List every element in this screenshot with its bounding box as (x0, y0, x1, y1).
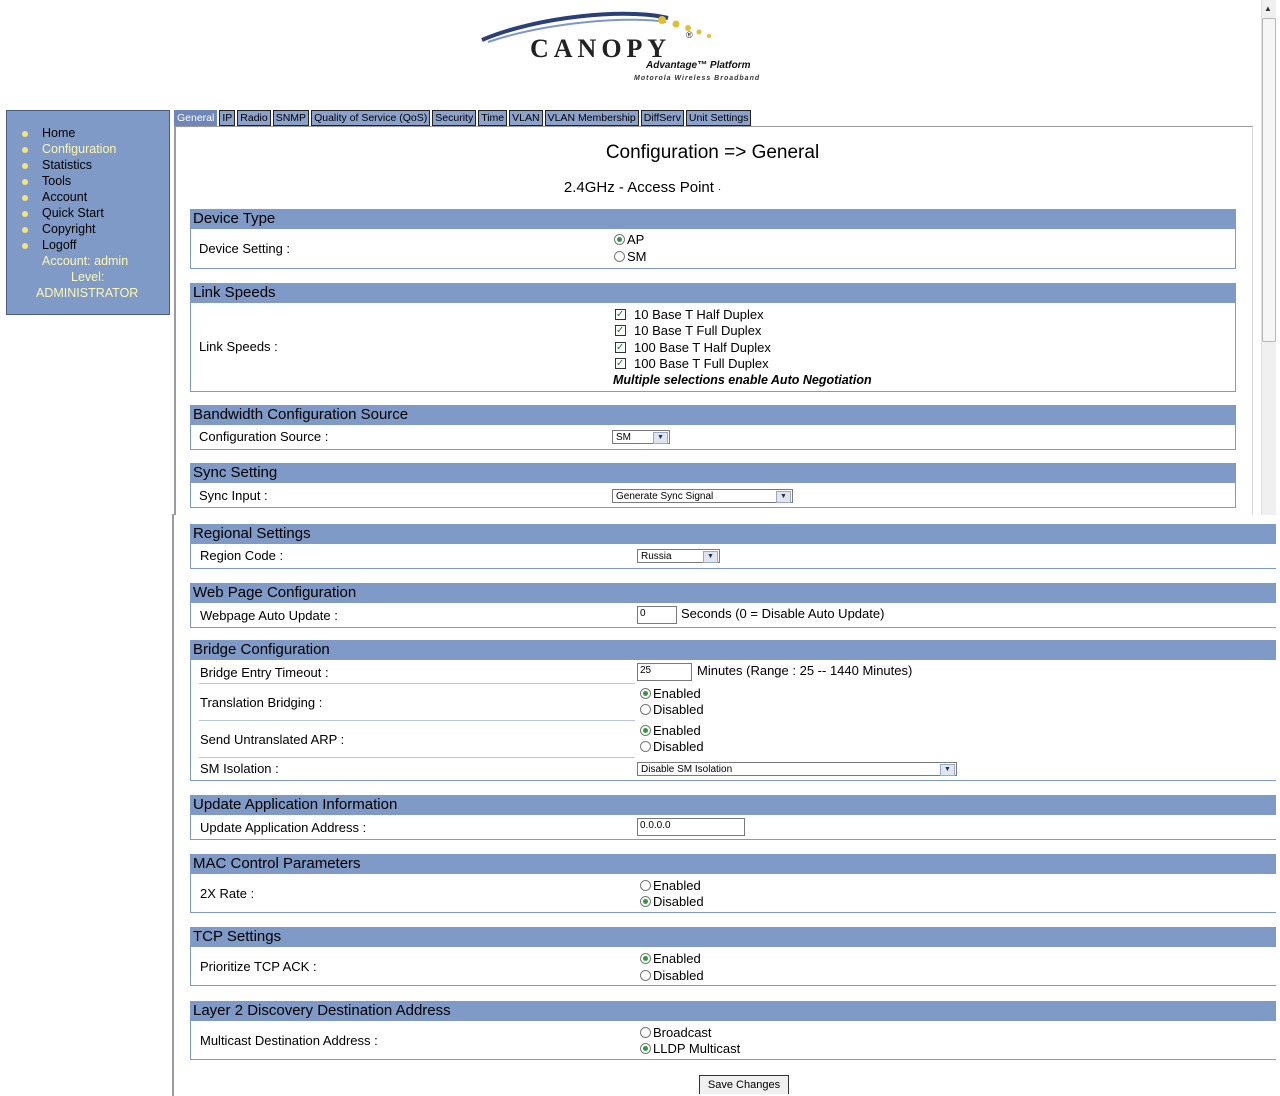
section-bridge (190, 640, 1276, 781)
chevron-down-icon: ▼ (776, 491, 791, 503)
broadcast-radio[interactable]: Broadcast (640, 1025, 712, 1041)
sm-isolation-label: SM Isolation : (200, 761, 279, 776)
tab-general[interactable]: General (174, 110, 217, 126)
scroll-up-icon[interactable]: ▲ (1264, 4, 1272, 13)
nav-item-account[interactable]: Account (7, 189, 169, 205)
tab-diffserv[interactable]: DiffServ (641, 110, 684, 126)
nav-item-tools[interactable]: Tools (7, 173, 169, 189)
radio-icon (640, 1043, 651, 1054)
link-10-full-checkbox[interactable]: ✓10 Base T Full Duplex (615, 323, 761, 339)
section-layer2-discovery (190, 1001, 1276, 1060)
radio-icon (640, 1027, 651, 1038)
logo-wordmark: CANOPY (530, 34, 672, 63)
logo-tagline: Motorola Wireless Broadband (634, 75, 761, 82)
configuration-source-label: Configuration Source : (199, 429, 329, 444)
auto-negotiation-note: Multiple selections enable Auto Negotiation (613, 373, 872, 387)
row-divider (199, 757, 635, 758)
chevron-down-icon: ▼ (940, 764, 955, 776)
section-heading: Web Page Configuration (190, 583, 1276, 603)
section-link-speeds (190, 283, 1236, 392)
region-code-select[interactable]: Russia ▼ (637, 549, 720, 563)
page-subtitle: 2.4GHz - Access Point · (563, 179, 722, 196)
lldp-multicast-radio[interactable]: LLDP Multicast (640, 1041, 740, 1057)
radio-icon (640, 725, 651, 736)
tab-vlan[interactable]: VLAN (509, 110, 542, 126)
vertical-scrollbar[interactable] (1257, 0, 1277, 1096)
radio-icon (640, 953, 651, 964)
bullet-icon (22, 195, 28, 201)
radio-icon (614, 251, 625, 262)
tab-snmp[interactable]: SNMP (273, 110, 309, 126)
bullet-icon (22, 227, 28, 233)
section-device-type (190, 209, 1236, 269)
nav-item-statistics[interactable]: Statistics (7, 157, 169, 173)
scrollbar-thumb[interactable] (1262, 18, 1276, 342)
multicast-destination-label: Multicast Destination Address : (200, 1033, 378, 1048)
chevron-down-icon: ▼ (703, 551, 718, 563)
radio-icon (640, 704, 651, 715)
tcp-ack-disabled-radio[interactable]: Disabled (640, 968, 704, 984)
nav-item-configuration[interactable]: Configuration (7, 141, 169, 157)
section-heading: Regional Settings (190, 524, 1276, 544)
row-divider (199, 720, 635, 721)
bridge-entry-timeout-input[interactable]: 25 (637, 663, 692, 681)
translation-bridging-label: Translation Bridging : (200, 695, 323, 710)
section-heading: MAC Control Parameters (190, 854, 1276, 874)
canopy-logo (478, 8, 768, 90)
tab-vlan-membership[interactable]: VLAN Membership (545, 110, 639, 126)
checkbox-icon (615, 309, 626, 320)
link-speeds-label: Link Speeds : (199, 339, 278, 354)
sync-input-select[interactable]: Generate Sync Signal ▼ (612, 489, 793, 503)
section-bandwidth (190, 405, 1236, 450)
device-ap-radio[interactable]: AP (614, 232, 644, 248)
nav-item-logoff[interactable]: Logoff (7, 237, 169, 253)
section-heading: Bridge Configuration (190, 640, 1276, 660)
radio-icon (640, 741, 651, 752)
tab-qos[interactable]: Quality of Service (QoS) (311, 110, 430, 126)
save-changes-button[interactable]: Save Changes (699, 1075, 789, 1094)
logo-platform-text: Advantage™ Platform (646, 60, 751, 71)
translation-disabled-radio[interactable]: Disabled (640, 702, 704, 718)
link-10-half-checkbox[interactable]: ✓10 Base T Half Duplex (615, 307, 764, 323)
tab-ip[interactable]: IP (219, 110, 235, 126)
radio-icon (640, 970, 651, 981)
config-tabs (174, 110, 751, 126)
row-divider (199, 683, 635, 684)
logo-registered-mark: ® (686, 30, 693, 40)
section-heading: Bandwidth Configuration Source (190, 405, 1236, 425)
section-mac-control (190, 854, 1276, 913)
device-sm-radio[interactable]: SM (614, 249, 647, 265)
update-application-address-input[interactable]: 0.0.0.0 (637, 818, 745, 836)
bullet-icon (22, 211, 28, 217)
2x-rate-label: 2X Rate : (200, 886, 255, 901)
tab-time[interactable]: Time (478, 110, 507, 126)
section-heading: Device Type (190, 209, 1236, 229)
left-navigation (6, 110, 170, 315)
webpage-auto-update-suffix: Seconds (0 = Disable Auto Update) (681, 606, 885, 621)
section-sync (190, 463, 1236, 508)
translation-enabled-radio[interactable]: Enabled (640, 686, 701, 702)
2x-rate-disabled-radio[interactable]: Disabled (640, 894, 704, 910)
chevron-down-icon: ▼ (653, 432, 668, 444)
section-tcp (190, 927, 1276, 986)
section-regional (190, 524, 1276, 569)
section-heading: TCP Settings (190, 927, 1276, 947)
bullet-icon (22, 163, 28, 169)
nav-item-copyright[interactable]: Copyright (7, 221, 169, 237)
sync-input-label: Sync Input : (199, 488, 268, 503)
radio-icon (614, 234, 625, 245)
bullet-icon (22, 179, 28, 185)
2x-rate-enabled-radio[interactable]: Enabled (640, 878, 701, 894)
nav-list (7, 111, 169, 253)
radio-icon (640, 880, 651, 891)
section-heading: Update Application Information (190, 795, 1276, 815)
checkbox-icon (615, 358, 626, 369)
device-setting-label: Device Setting : (199, 241, 291, 256)
section-update-application (190, 795, 1276, 840)
checkbox-icon (615, 325, 626, 336)
checkbox-icon (615, 342, 626, 353)
account-info: Account: admin (42, 254, 129, 268)
tab-security[interactable]: Security (432, 110, 476, 126)
bridge-entry-timeout-suffix: Minutes (Range : 25 -- 1440 Minutes) (697, 663, 913, 678)
nav-item-quick-start[interactable]: Quick Start (7, 205, 169, 221)
tab-radio[interactable]: Radio (237, 110, 270, 126)
update-application-address-label: Update Application Address : (200, 820, 367, 835)
section-heading: Sync Setting (190, 463, 1236, 483)
tcp-ack-enabled-radio[interactable]: Enabled (640, 951, 701, 967)
section-heading: Layer 2 Discovery Destination Address (190, 1001, 1276, 1021)
configuration-source-select[interactable]: SM ▼ (612, 430, 670, 444)
prioritize-tcp-ack-label: Prioritize TCP ACK : (200, 959, 317, 974)
link-100-full-checkbox[interactable]: ✓100 Base T Full Duplex (615, 356, 769, 372)
section-webpage (190, 583, 1276, 628)
bullet-icon (22, 147, 28, 153)
bullet-icon (22, 131, 28, 137)
region-code-label: Region Code : (200, 548, 284, 563)
arp-disabled-radio[interactable]: Disabled (640, 739, 704, 755)
content-frame-border (172, 514, 174, 1096)
level-label: Level: (71, 270, 105, 284)
webpage-auto-update-input[interactable]: 0 (637, 606, 677, 624)
page-title: Configuration => General (605, 142, 820, 163)
radio-icon (640, 896, 651, 907)
bridge-entry-timeout-label: Bridge Entry Timeout : (200, 665, 329, 680)
nav-item-home[interactable]: Home (7, 125, 169, 141)
bullet-icon (22, 243, 28, 249)
sm-isolation-select[interactable]: Disable SM Isolation ▼ (637, 762, 957, 776)
level-value: ADMINISTRATOR (36, 286, 139, 300)
link-100-half-checkbox[interactable]: ✓100 Base T Half Duplex (615, 340, 771, 356)
webpage-auto-update-label: Webpage Auto Update : (200, 608, 338, 623)
radio-icon (640, 688, 651, 699)
tab-unit-settings[interactable]: Unit Settings (686, 110, 752, 126)
send-untranslated-arp-label: Send Untranslated ARP : (200, 732, 345, 747)
arp-enabled-radio[interactable]: Enabled (640, 723, 701, 739)
section-heading: Link Speeds (190, 283, 1236, 303)
